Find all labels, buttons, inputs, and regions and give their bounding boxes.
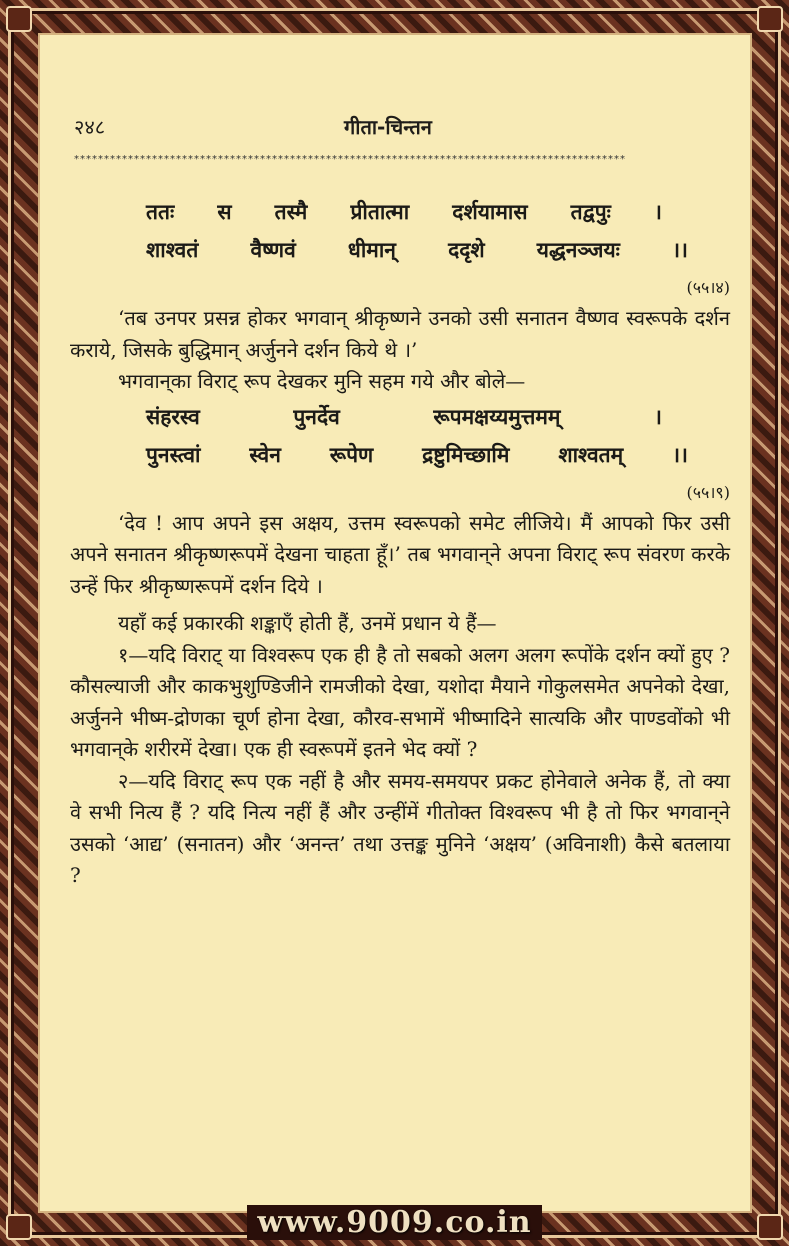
paragraph: यहाँ कई प्रकारकी शङ्काएँ होती हैं, उनमें प्रधान ये हैं— <box>118 611 497 635</box>
page-title: गीता-चिन्तन <box>344 115 432 139</box>
verse-line: शाश्वतं वैष्णवं धीमान् ददृशे यद्धनञ्जयः ।। <box>146 237 688 262</box>
paragraph: भगवान्‌का विराट् रूप देखकर मुनि सहम गये और बोले— <box>118 369 526 393</box>
verse-line: संहरस्व पुनर्देव रूपमक्षय्यमुत्तमम् । <box>146 403 662 429</box>
verse-reference: (५५।४) <box>686 278 730 297</box>
watermark-url: www.9009.co.in <box>247 1205 541 1240</box>
corner-ornament-icon <box>757 6 783 32</box>
paragraph: २—यदि विराट् रूप एक नहीं है और समय-समयपर प्रकट होनेवाले अनेक हैं, तो क्या वे सभी नित्य हैं ? यदि नित्य नहीं हैं और उन्हींमें गीतोक्त विश्वरूप भी है तो फिर भगवान्‌ने उसको ‘आद्य’ (सनातन) और ‘अनन्त’ तथा उत्तङ्क मुनिने ‘अक्षय’ (अविनाशी) कैसे बतलाया ? <box>70 768 730 887</box>
verse-reference: (५५।९) <box>686 482 730 502</box>
paragraph: ‘तब उनपर प्रसन्न होकर भगवान् श्रीकृष्णने उनको उसी सनातन वैष्णव स्वरूपके दर्शन कराये, जिसके बुद्धिमान् अर्जुनने दर्शन किये थे ।’ <box>70 306 730 362</box>
verse-line: पुनस्त्वां स्वेन रूपेण द्रष्टुमिच्छामि शाश्वतम् ।। <box>146 441 688 467</box>
corner-ornament-icon <box>6 6 32 32</box>
page-number: २४८ <box>74 115 106 139</box>
verse-line: ततः स तस्मै प्रीतात्मा दर्शयामास तद्वपुः । <box>146 199 662 224</box>
paragraph: १—यदि विराट् या विश्वरूप एक ही है तो सबको अलग अलग रूपोंके दर्शन क्यों हुए ? कौसल्याजी और काकभुशुण्डिजीने रामजीको देखा, यशोदा मैयाने गोकुलसमेत अपनेको देखा, अर्जुनने भीष्म-द्रोणका चूर्ण होना देखा, कौरव-सभामें भीष्मादिने सात्यकि और पाण्डवोंको भी भगवान्‌के शरीरमें देखा। एक ही स्वरूपमें इतने भेद क्यों ? <box>70 642 730 761</box>
page-header <box>74 113 724 143</box>
star-separator: ******************************************************************************************** <box>74 154 626 165</box>
page-body <box>70 193 730 892</box>
book-page <box>38 33 752 1213</box>
paragraph: ‘देव ! आप अपने इस अक्षय, उत्तम स्वरूपको समेट लीजिये। मैं आपको फिर उसी अपने सनातन श्रीकृष्णरूपमें देखना चाहता हूँ।’ तब भगवान्‌ने अपना विराट् रूप संवरण करके उन्हें फिर श्रीकृष्णरूपमें दर्शन दिये । <box>70 510 730 598</box>
watermark <box>0 1205 789 1240</box>
